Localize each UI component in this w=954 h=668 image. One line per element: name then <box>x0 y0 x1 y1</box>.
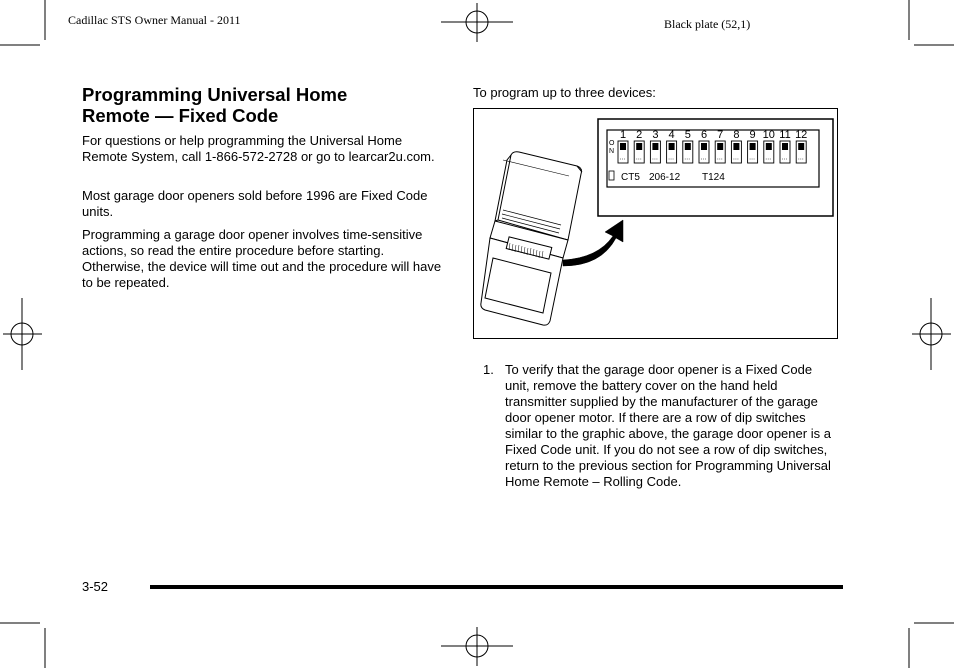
dip-switch-knob-12 <box>798 143 804 150</box>
switch-number-8: 8 <box>733 129 740 141</box>
code-206: 206-12 <box>649 172 681 183</box>
switch-number-2: 2 <box>636 129 643 141</box>
section-title-line1: Programming Universal Home <box>82 84 348 105</box>
page-number: 3-52 <box>82 579 109 594</box>
switch-number-1: 1 <box>619 129 627 141</box>
section-title <box>82 84 442 126</box>
dip-switch-knob-2 <box>636 143 642 150</box>
code-t124: T124 <box>702 172 725 183</box>
side-label-n: N <box>609 148 615 155</box>
switch-number-12: 12 <box>795 129 808 141</box>
switch-number-6: 6 <box>700 129 708 141</box>
step-1-number: 1. <box>483 362 494 377</box>
switch-number-7: 7 <box>717 129 724 141</box>
dip-switch-figure <box>473 108 838 339</box>
switch-number-11: 11 <box>779 129 791 141</box>
dip-switch-knob-5 <box>685 143 691 150</box>
footer-rule <box>150 585 843 589</box>
switch-number-10: 10 <box>762 129 775 141</box>
paragraph-time-sensitive: Programming a garage door opener involves time-sensitive actions, so read the entire procedure before starting. Otherwise, the device will time out and the procedure will have to be repeated. <box>82 227 442 290</box>
dip-switch-knob-9 <box>750 143 756 150</box>
dip-switch-knob-7 <box>717 143 723 150</box>
switch-number-5: 5 <box>684 129 691 141</box>
step-1-text: To verify that the garage door opener is a Fixed Code unit, remove the battery cover on the hand held transmitter supplied by the manufacturer of the garage door opener motor. If there are a row of dip switches similar to the graphic above, the garage door opener is a Fixed Code unit. If you do not see a row of dip switches, return to the previous section for Programming Universal Home Remote – Rolling Code. <box>505 362 831 489</box>
dip-switch-knob-10 <box>766 143 772 150</box>
switch-number-9: 9 <box>749 129 756 141</box>
dip-switch-knob-8 <box>733 143 739 150</box>
dip-switch-knob-3 <box>652 143 658 150</box>
paragraph-fixed-code: Most garage door openers sold before 1996 are Fixed Code units. <box>82 188 428 219</box>
dip-switch-knob-11 <box>782 143 788 150</box>
dip-switch-knob-1 <box>620 143 626 150</box>
paragraph-contact: For questions or help programming the Universal Home Remote System, call 1-866-572-2728 or go to learcar2u.com. <box>82 133 435 164</box>
switch-number-3: 3 <box>652 129 659 141</box>
side-label-o: O <box>609 140 615 147</box>
dip-switch-knob-6 <box>701 143 707 150</box>
intro-text: To program up to three devices: <box>473 85 656 100</box>
manual-title: Cadillac STS Owner Manual - 2011 <box>68 13 241 27</box>
dip-switch-panel <box>598 119 833 216</box>
section-title-line2: Remote — Fixed Code <box>82 105 279 126</box>
switch-number-4: 4 <box>668 129 675 141</box>
code-ct5: CT5 <box>621 172 640 183</box>
plate-label: Black plate (52,1) <box>664 17 751 31</box>
dip-switch-knob-4 <box>669 143 675 150</box>
